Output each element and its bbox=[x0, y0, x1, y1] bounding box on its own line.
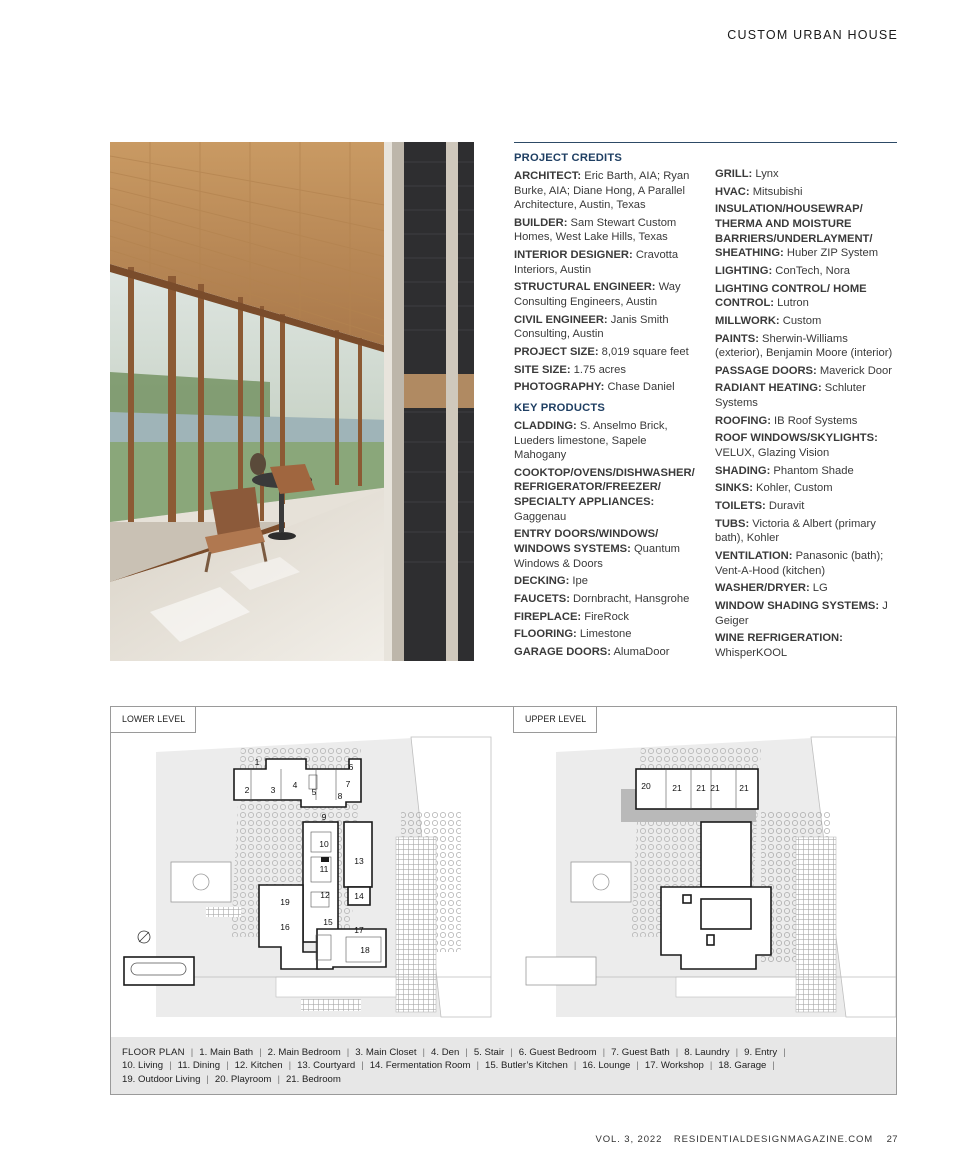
credit-entry bbox=[715, 381, 898, 410]
room-number-8: 8 bbox=[337, 791, 343, 801]
credit-value: Janis Smith Consulting, Austin bbox=[514, 313, 669, 341]
credit-key: ROOF WINDOWS/SKYLIGHTS: bbox=[715, 432, 878, 445]
credit-entry bbox=[715, 431, 898, 460]
interior-photo bbox=[110, 142, 474, 661]
room-number-16: 16 bbox=[280, 922, 290, 932]
room-number-6: 6 bbox=[348, 762, 354, 772]
legend-item-20: 20. Playroom bbox=[214, 1073, 272, 1085]
credit-value: Gaggenau bbox=[514, 510, 567, 523]
credit-value: Sam Stewart Custom Homes, West Lake Hills, Texas bbox=[514, 216, 677, 244]
credit-value: Cravotta Interiors, Austin bbox=[514, 249, 679, 276]
credit-entry bbox=[715, 481, 898, 496]
room-number-21d: 21 bbox=[739, 783, 749, 793]
credit-entry bbox=[715, 185, 898, 200]
credit-key: LIGHTING CONTROL/ HOME CONTROL: bbox=[715, 282, 867, 310]
room-number-5: 5 bbox=[311, 787, 317, 797]
page-footer bbox=[596, 1134, 899, 1145]
room-number-20: 20 bbox=[641, 781, 651, 791]
credit-key: ENTRY DOORS/WINDOWS/ WINDOWS SYSTEMS: bbox=[514, 528, 659, 555]
credit-key: GARAGE DOORS: bbox=[514, 645, 611, 658]
credit-key: CLADDING: bbox=[514, 419, 577, 432]
credit-entry bbox=[514, 610, 697, 625]
legend-item-18: 18. Garage bbox=[718, 1060, 767, 1072]
credit-entry bbox=[715, 464, 898, 479]
credit-entry bbox=[715, 549, 898, 578]
credit-value: S. Anselmo Brick, Lueders limestone, Sapele Mahogany bbox=[514, 419, 668, 462]
credit-key: STRUCTURAL ENGINEER: bbox=[514, 281, 656, 294]
project-credits bbox=[514, 150, 898, 672]
room-number-12: 12 bbox=[320, 890, 330, 900]
credit-entry bbox=[514, 280, 697, 309]
credit-key: ROOFING: bbox=[715, 414, 771, 427]
credit-entry bbox=[715, 314, 898, 329]
credit-entry bbox=[514, 216, 697, 245]
legend-item-11: 11. Dining bbox=[177, 1060, 221, 1072]
credits-right-column bbox=[715, 150, 898, 672]
footer-issue: VOL. 3, 2022 bbox=[595, 1134, 663, 1145]
credit-entry bbox=[715, 414, 898, 429]
credit-entry bbox=[514, 345, 697, 360]
credit-entry bbox=[715, 631, 898, 660]
credit-entry bbox=[514, 627, 697, 642]
credit-key: WINDOW SHADING SYSTEMS: bbox=[715, 600, 880, 613]
credit-key: SHADING: bbox=[715, 464, 771, 477]
room-number-15: 15 bbox=[323, 917, 333, 927]
legend-item-6: 6. Guest Bedroom bbox=[518, 1047, 597, 1058]
room-number-21a: 21 bbox=[672, 783, 682, 793]
credit-key: WASHER/DRYER: bbox=[715, 582, 810, 595]
room-number-1: 1 bbox=[254, 757, 260, 767]
credit-value: Chase Daniel bbox=[604, 381, 675, 394]
key-products-heading: KEY PRODUCTS bbox=[514, 401, 606, 414]
credit-value: Lutron bbox=[774, 297, 809, 310]
credit-entry bbox=[514, 363, 697, 378]
room-number-7: 7 bbox=[345, 779, 351, 789]
lower-level-label: LOWER LEVEL bbox=[111, 707, 196, 733]
credit-value: FireRock bbox=[581, 610, 629, 623]
credit-key: SITE SIZE: bbox=[514, 363, 571, 376]
credit-value: Custom bbox=[779, 314, 822, 327]
credit-key: RADIANT HEATING: bbox=[715, 382, 822, 395]
credit-key: FAUCETS: bbox=[514, 592, 570, 605]
credit-entry bbox=[514, 592, 697, 607]
credit-entry bbox=[514, 380, 697, 395]
floor-plan-drawings bbox=[111, 707, 896, 1037]
legend-item-4: 4. Den bbox=[431, 1047, 460, 1058]
legend-item-8: 8. Laundry bbox=[684, 1047, 730, 1058]
credit-key: FIREPLACE: bbox=[514, 610, 582, 623]
floor-plan-legend: FLOOR PLAN | 1. Main Bath | 2. Main Bedroom | 3. Main Closet | 4. Den | 5. Stair | 6. Guest Bedroom | 7. Guest Bath | 8. Laundry | 9. Entry | 10. Living | 11. Dining | 12. Kitchen | 13. Courtyard | 14. Fermentation Room | 15. Butler’s Kitchen | 16. Lounge | 17. Workshop | 18. Garage | 19. Outdoor Living | 20. Playroom | 21. Bedroom bbox=[111, 1037, 896, 1094]
room-number-9: 9 bbox=[321, 812, 327, 822]
credit-key: CIVIL ENGINEER: bbox=[514, 313, 608, 326]
credit-entry bbox=[514, 248, 697, 277]
credit-entry bbox=[715, 581, 898, 596]
credit-key: DECKING: bbox=[514, 575, 570, 588]
credit-value: VELUX, Glazing Vision bbox=[715, 447, 830, 460]
credits-left-column bbox=[514, 150, 697, 672]
room-number-21c: 21 bbox=[710, 783, 720, 793]
credit-entry bbox=[715, 167, 898, 182]
legend-item-15: 15. Butler’s Kitchen bbox=[485, 1060, 568, 1072]
credit-entry bbox=[514, 169, 697, 213]
credit-entry bbox=[715, 264, 898, 279]
credit-key: PROJECT SIZE: bbox=[514, 346, 599, 358]
page-header-title: CUSTOM URBAN HOUSE bbox=[727, 28, 898, 42]
credit-key: WINE REFRIGERATION: bbox=[715, 632, 843, 645]
credit-entry bbox=[715, 364, 898, 379]
room-number-17: 17 bbox=[354, 925, 364, 935]
legend-item-16: 16. Lounge bbox=[582, 1060, 631, 1072]
legend-item-7: 7. Guest Bath bbox=[611, 1047, 670, 1058]
credit-value: Lynx bbox=[752, 168, 779, 180]
credit-value: J Geiger bbox=[715, 600, 888, 627]
credit-key: COOKTOP/OVENS/DISHWASHER/ REFRIGERATOR/FREEZER/ SPECIALTY APPLIANCES: bbox=[514, 466, 695, 509]
project-credit-list bbox=[514, 169, 697, 395]
credit-entry bbox=[715, 282, 898, 311]
legend-item-14: 14. Fermentation Room bbox=[369, 1060, 471, 1072]
credit-entry bbox=[715, 599, 898, 628]
credit-value: ConTech, Nora bbox=[772, 264, 850, 277]
credit-value: Mitsubishi bbox=[749, 185, 803, 198]
credit-value: Sherwin-Williams (exterior), Benjamin Moore (interior) bbox=[715, 332, 893, 360]
legend-title: FLOOR PLAN bbox=[122, 1047, 185, 1058]
credit-value: IB Roof Systems bbox=[770, 414, 858, 427]
project-credits-heading: PROJECT CREDITS bbox=[514, 152, 623, 164]
room-number-2: 2 bbox=[244, 785, 250, 795]
credit-value: Way Consulting Engineers, Austin bbox=[514, 281, 681, 309]
credit-key: TUBS: bbox=[715, 517, 750, 530]
legend-item-1: 1. Main Bath bbox=[199, 1047, 254, 1058]
credit-key: ARCHITECT: bbox=[514, 170, 582, 182]
legend-item-10: 10. Living bbox=[122, 1060, 164, 1072]
credit-value: Maverick Door bbox=[816, 364, 892, 377]
credit-entry bbox=[514, 527, 697, 571]
credit-key: HVAC: bbox=[715, 185, 750, 198]
legend-item-17: 17. Workshop bbox=[644, 1060, 704, 1072]
room-number-10: 10 bbox=[319, 839, 329, 849]
credit-key: PASSAGE DOORS: bbox=[715, 364, 817, 377]
room-number-18: 18 bbox=[360, 945, 370, 955]
credit-value: Huber ZIP System bbox=[783, 247, 879, 260]
credit-key: BUILDER: bbox=[514, 216, 568, 229]
room-number-13: 13 bbox=[354, 856, 364, 866]
credit-value: Schluter Systems bbox=[715, 382, 866, 410]
room-number-3: 3 bbox=[270, 785, 276, 795]
credit-entry bbox=[715, 202, 898, 260]
credit-entry bbox=[514, 313, 697, 342]
footer-site: RESIDENTIALDESIGNMAGAZINE.COM bbox=[673, 1134, 874, 1145]
credit-entry bbox=[715, 499, 898, 514]
credit-key: INTERIOR DESIGNER: bbox=[514, 249, 633, 262]
upper-level-label: UPPER LEVEL bbox=[513, 707, 597, 733]
room-number-14: 14 bbox=[354, 891, 364, 901]
credit-value: Duravit bbox=[765, 500, 805, 513]
credit-key: PHOTOGRAPHY: bbox=[514, 381, 605, 394]
credit-value: Kohler, Custom bbox=[752, 482, 833, 495]
credit-entry bbox=[514, 466, 697, 524]
floor-plan-panel bbox=[110, 706, 897, 1095]
page-number: 27 bbox=[886, 1134, 898, 1145]
credit-value: LG bbox=[809, 582, 828, 595]
credit-key: TOILETS: bbox=[715, 500, 766, 513]
credit-key: GRILL: bbox=[715, 168, 753, 180]
credit-value: AlumaDoor bbox=[610, 645, 670, 658]
credit-value: Quantum Windows & Doors bbox=[514, 542, 680, 570]
floor-plan-svg bbox=[111, 707, 896, 1037]
room-number-4: 4 bbox=[292, 780, 298, 790]
room-number-21b: 21 bbox=[696, 783, 706, 793]
credit-value: Dornbracht, Hansgrohe bbox=[569, 592, 690, 605]
credit-value: Panasonic (bath); Vent-A-Hood (kitchen) bbox=[715, 550, 884, 577]
credit-value: Ipe bbox=[569, 575, 588, 588]
credit-value: Victoria & Albert (primary bath), Kohler bbox=[715, 517, 876, 545]
credits-top-rule bbox=[514, 142, 897, 143]
key-products-list-left bbox=[514, 419, 697, 660]
credit-key: MILLWORK: bbox=[715, 314, 780, 327]
credit-key: SINKS: bbox=[715, 482, 753, 495]
credit-entry bbox=[715, 517, 898, 546]
credit-entry bbox=[514, 645, 697, 660]
room-number-19: 19 bbox=[280, 897, 290, 907]
credit-value: WhisperKOOL bbox=[715, 646, 788, 659]
legend-item-9: 9. Entry bbox=[744, 1047, 778, 1058]
credit-entry bbox=[715, 332, 898, 361]
legend-item-2: 2. Main Bedroom bbox=[267, 1047, 341, 1058]
credit-value: Eric Barth, AIA; Ryan Burke, AIA; Diane Hong, A Parallel Architecture, Austin, Texas bbox=[514, 170, 690, 212]
credit-entry bbox=[514, 574, 697, 589]
credit-value: Limestone bbox=[576, 628, 632, 641]
credit-entry bbox=[514, 419, 697, 463]
legend-item-21: 21. Bedroom bbox=[285, 1073, 341, 1085]
legend-item-19: 19. Outdoor Living bbox=[122, 1073, 201, 1085]
credit-value: Phantom Shade bbox=[770, 464, 854, 477]
legend-item-5: 5. Stair bbox=[473, 1047, 505, 1058]
legend-item-12: 12. Kitchen bbox=[234, 1060, 283, 1072]
key-products-list-right bbox=[715, 167, 898, 661]
legend-item-3: 3. Main Closet bbox=[355, 1047, 417, 1058]
credit-key: INSULATION/HOUSEWRAP/ THERMA AND MOISTURE BARRIERS/UNDERLAYMENT/ SHEATHING: bbox=[715, 203, 873, 260]
credit-key: LIGHTING: bbox=[715, 264, 773, 277]
credit-value: 8,019 square feet bbox=[598, 346, 689, 358]
legend-item-13: 13. Courtyard bbox=[297, 1060, 356, 1072]
credit-value: 1.75 acres bbox=[570, 363, 626, 376]
credit-key: VENTILATION: bbox=[715, 550, 793, 563]
credit-key: FLOORING: bbox=[514, 628, 577, 641]
credit-key: PAINTS: bbox=[715, 332, 759, 345]
room-number-11: 11 bbox=[319, 864, 329, 874]
